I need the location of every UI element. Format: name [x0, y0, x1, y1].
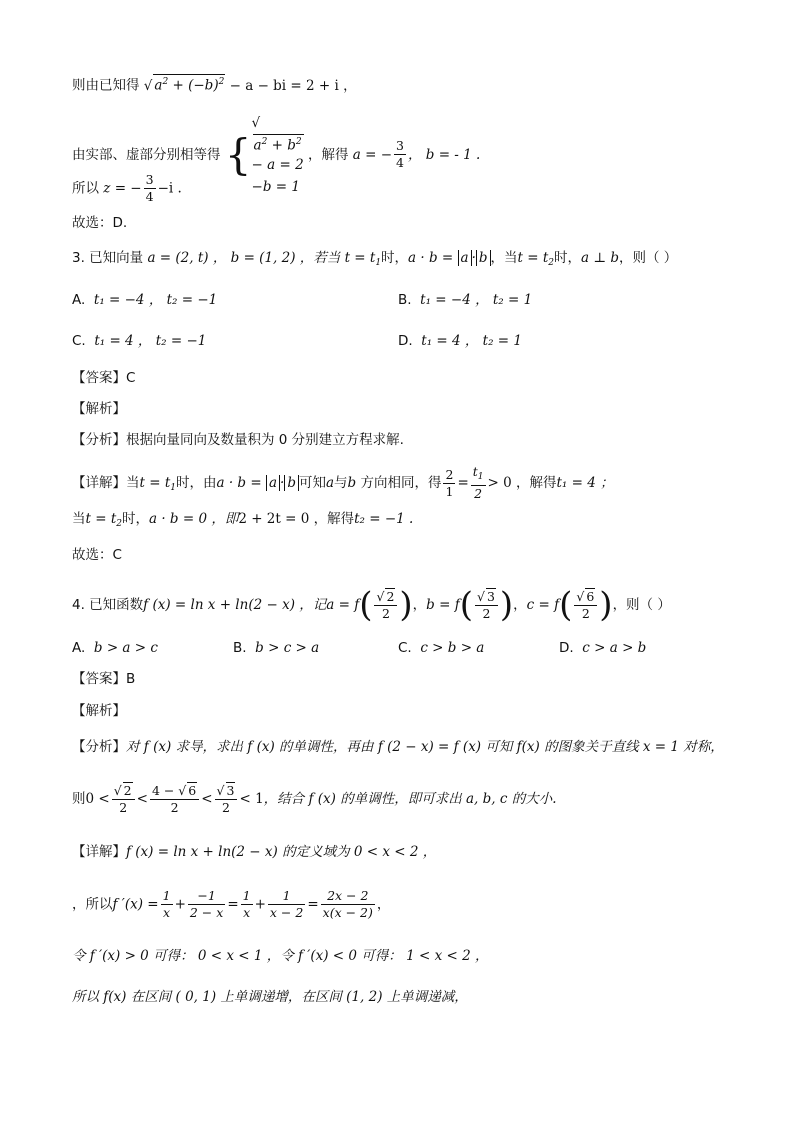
q3-prefix: 3. 已知向量 [72, 250, 144, 266]
line3-z: z = − [103, 180, 142, 197]
q3-end: 时， [554, 250, 582, 266]
choose-d: 故选：D. [72, 215, 128, 231]
q3-t1: $t = t_1$ [344, 250, 382, 268]
line1-math: √ $a^2 + (-b)^2 - a$ − bi = 2 + i ， [144, 78, 357, 94]
fraction-3-4: $\frac{3}{4}$ [396, 138, 404, 171]
q4-answer: 【答案】B [72, 671, 136, 687]
q3-option-c: C. t₁ = 4 ， t₂ = −1 [72, 333, 207, 349]
q4-option-c: C. c > b > a [398, 640, 485, 656]
q4-fenxi-1: 【分析】对 f (x) 求导，求出 f (x) 的单调性，再由 f (2 − x) = f (x) 可知 f(x) 的图象关于直线 x = 1 对称， [72, 739, 724, 755]
q4-detail-1: 【详解】f (x) = ln x + ln(2 − x) 的定义域为 0 < x < 2 ， [72, 844, 437, 860]
system-top-rest: − a = 2 [251, 156, 304, 173]
q3-option-d: D. t₁ = 4 ， t₂ = 1 [398, 333, 523, 349]
q3-vector-b: b = (1, 2) ，若当 [230, 250, 341, 266]
fraction-3-4-b: $\frac{3}{4}$ [145, 172, 154, 204]
q4-option-b: B. b > c > a [233, 640, 320, 656]
q3-stem [72, 248, 677, 273]
q4-fenxi-2: 则0 < $\frac{√ 2}{2}$ < $\frac{4 - √ 6}{2}$ < $\frac{√ 3}{2}$ < 1，结合 f (x) 的单调性，即可求出 a, b, c 的大小. [72, 783, 557, 815]
line1-prefix: 则由已知得 [72, 77, 140, 94]
q3-choose: 故选：C [72, 547, 122, 563]
q4-option-a: A. b > a > c [72, 640, 158, 656]
line2-b: ， b = - 1 . [407, 146, 481, 163]
q4-option-d: D. c > a > b [559, 640, 647, 656]
q3-detail-1: 【详解】当$t = t_1$时，由a · b = a · b 可知a与b 方向相同，得 $\frac{2}{1}$ = $\frac{t_1}{2}$ > 0 ，解得t₁ = 4 ； [72, 464, 614, 501]
q4-detail-3: 令 f ′(x) > 0 可得： 0 < x < 1 ，令 f ′(x) < 0 可得： 1 < x < 2 ， [72, 948, 489, 964]
q3-option-a: A. t₁ = −4 ， t₂ = −1 [72, 292, 218, 308]
line2-prefix: 由实部、虚部分别相等得 [72, 146, 221, 163]
equation-system: √ $a^2 + b^2$ − a = 2 −b = 1 [252, 112, 304, 198]
q3-rest: ，当 [490, 250, 518, 266]
q4-detail-2: ，所以f ′(x) = $\frac{1}{x}$ + $\frac{-1}{2 - x}$ = $\frac{1}{x}$ + $\frac{1}{x - 2}$ = $\frac{2x - 2}{x(x - 2)}$ ， [72, 888, 391, 920]
q3-detail-2: 当$t = t_2$时，a · b = 0 ，即2 + 2t = 0 ，解得t₂ = −1 . [72, 511, 414, 529]
line1-math-rest: − a − bi = 2 + i ， [229, 77, 357, 94]
line2-mid: ，解得 [307, 146, 349, 163]
q3-vector-a: a = (2, t) ， [147, 250, 227, 266]
q3-perp: a ⊥ b [581, 250, 619, 266]
text-line-1 [72, 74, 357, 96]
q4-analysis-tag: 【解析】 [72, 703, 126, 719]
q3-option-b: B. t₁ = −4 ， t₂ = 1 [398, 292, 533, 308]
q3-fenxi: 【分析】根据向量同向及数量积为 0 分别建立方程求解. [72, 432, 404, 448]
system-bottom: −b = 1 [251, 178, 300, 195]
line2-a: a = − [352, 146, 393, 163]
q3-tail: ，则（ ） [618, 250, 678, 266]
q4-detail-4: 所以 f(x) 在区间 ( 0, 1) 上单调递增，在区间 (1, 2) 上单调递减， [72, 989, 468, 1005]
q3-mid: 时， [381, 250, 409, 266]
line3-rest: −i . [157, 180, 182, 197]
line3-prefix: 所以 [72, 180, 99, 197]
q3-t2: $t = t_2$ [517, 250, 555, 268]
q3-analysis-tag: 【解析】 [72, 401, 126, 417]
brace: { [224, 129, 252, 179]
q3-dot-eq: a · b = a · b [408, 250, 490, 266]
text-line-3 [72, 172, 182, 205]
q3-answer: 【答案】C [72, 370, 136, 386]
q4-stem: 4. 已知函数f (x) = ln x + ln(2 − x) ，记a = f( $\frac{√ 2}{2}$ )，b = f( $\frac{√ 3}{2}$ )，c = f( $\frac{√ 6}{2}$ )，则（ ） [72, 585, 671, 625]
